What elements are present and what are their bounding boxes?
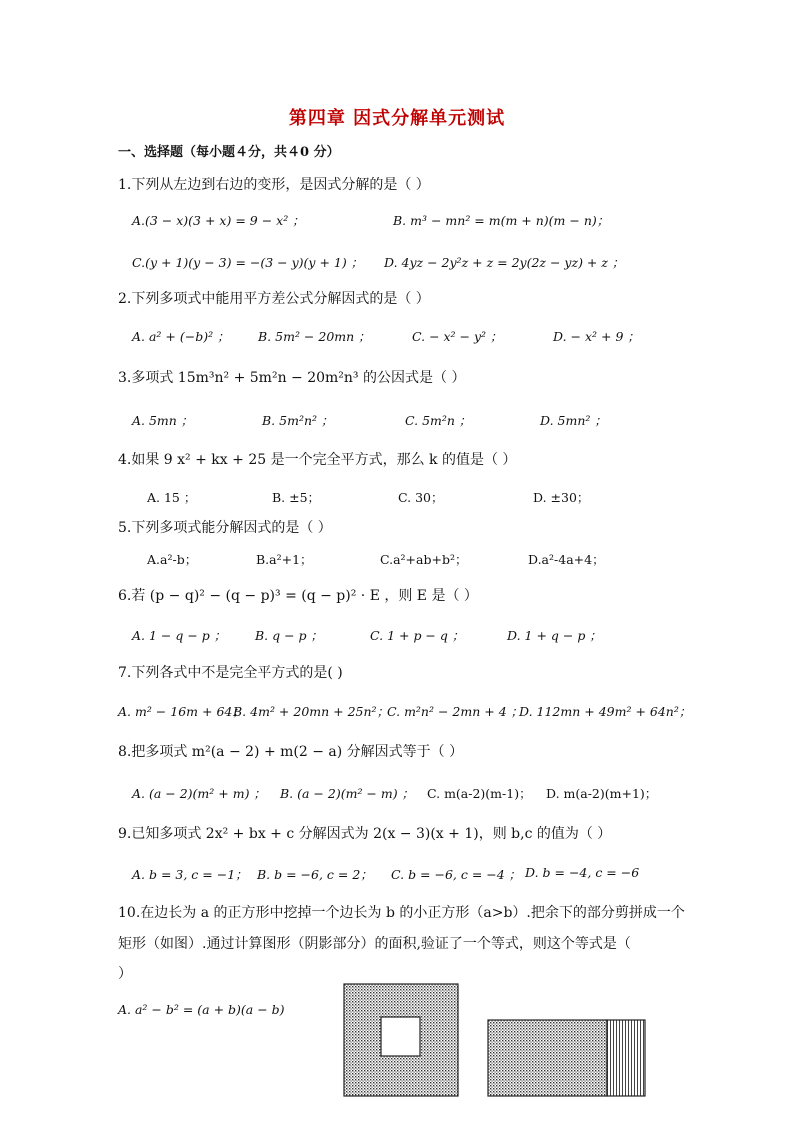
option-c: C. − x² − y² ； [412,329,503,344]
option-d: D.a²-4a+4； [528,552,605,567]
option-a: A. 1 − q − p ； [132,628,227,643]
option-a: A.(3 − x)(3 + x) = 9 − x² ； [132,213,305,228]
option-a: A. 5mn ； [132,413,194,428]
option-b: B. (a − 2)(m² − m) ； [280,786,415,801]
question-10-stem-line-1: 10.在边长为 a 的正方形中挖掉一个边长为 b 的小正方形（a>b）.把余下的部分剪拼成一个 [118,905,685,921]
option-c: C. 5m²n ； [405,413,472,428]
option-d: D. 112mn + 49m² + 64n²； [519,704,692,719]
option-a: A. 15 ； [147,490,197,505]
option-c: C.(y + 1)(y − 3) = −(3 − y)(y + 1) ； [132,255,364,270]
question-5-stem: 5.下列多项式能分解因式的是（ ） [118,520,332,536]
option-d: D. ±30； [533,490,590,505]
option-d: D. 4yz − 2y²z + z = 2y(2z − yz) + z ； [384,255,625,270]
removed-small-square [381,1017,420,1056]
option-c: C. b = −6, c = −4 ； [391,867,522,882]
option-c: C. 30； [398,490,444,505]
question-9-stem: 9.已知多项式 2x² + bx + c 分解因式为 2(x − 3)(x + 1)，则 b,c 的值为（ ） [118,826,612,842]
option-b: B.a²+1； [256,552,313,567]
option-d: D. 5mn² ； [540,413,607,428]
rearranged-rectangle-figure [484,1016,650,1100]
question-7-stem: 7.下列各式中不是完全平方式的是( ) [118,665,343,681]
question-1-stem: 1.下列从左边到右边的变形，是因式分解的是（ ） [118,177,430,193]
rectangle-main-part [488,1020,607,1096]
option-d: D. − x² + 9 ； [553,329,640,344]
option-b: B. 5m²n² ； [262,413,334,428]
section-heading: 一、选择题（每小题４分，共４0 分） [118,145,340,160]
question-8-stem: 8.把多项式 m²(a − 2) + m(2 − a) 分解因式等于（ ） [118,744,464,760]
option-b: B. q − p ； [255,628,324,643]
option-b: B. 5m² − 20mn ； [258,329,371,344]
question-10-stem-line-2: 矩形（如图）.通过计算图形（阴影部分）的面积,验证了一个等式，则这个等式是（ [118,936,631,952]
option-a: A. b = 3, c = −1； [132,867,248,882]
option-a: A. m² − 16m + 64； [118,704,245,719]
question-10-stem-line-3: ） [118,966,132,982]
option-a: A. a² + (−b)² ； [132,329,230,344]
square-with-hole-figure [340,980,465,1100]
option-d: D. 1 + q − p ； [507,628,602,643]
option-c: C. m²n² − 2mn + 4 ； [387,704,524,719]
option-b: B. ±5； [272,490,321,505]
option-a: A.a²-b； [147,552,198,567]
option-d: D. m(a-2)(m+1)； [546,786,658,801]
option-a: A. (a − 2)(m² + m) ； [132,786,266,801]
option-b: B. m³ − mn² = m(m + n)(m − n)； [393,213,610,228]
question-3-stem: 3.多项式 15m³n² + 5m²n − 20m²n³ 的公因式是（ ） [118,370,466,386]
option-c: C. 1 + p − q ； [370,628,465,643]
question-2-stem: 2.下列多项式中能用平方差公式分解因式的是（ ） [118,291,430,307]
option-d: D. b = −4, c = −6 [525,865,640,880]
rectangle-side-part [607,1020,645,1096]
option-c: C.a²+ab+b²； [380,552,468,567]
page-title: 第四章 因式分解单元测试 [288,108,506,129]
option-b: B. 4m² + 20mn + 25n²； [233,704,390,719]
option-c: C. m(a-2)(m-1)； [427,786,532,801]
question-4-stem: 4.如果 9 x² + kx + 25 是一个完全平方式，那么 k 的值是（ ） [118,452,517,468]
option-a: A. a² − b² = (a + b)(a − b) [118,1002,285,1017]
question-6-stem: 6.若 (p − q)² − (q − p)³ = (q − p)² · E ，则 E 是（ ） [118,588,478,604]
option-b: B. b = −6, c = 2； [257,867,373,882]
